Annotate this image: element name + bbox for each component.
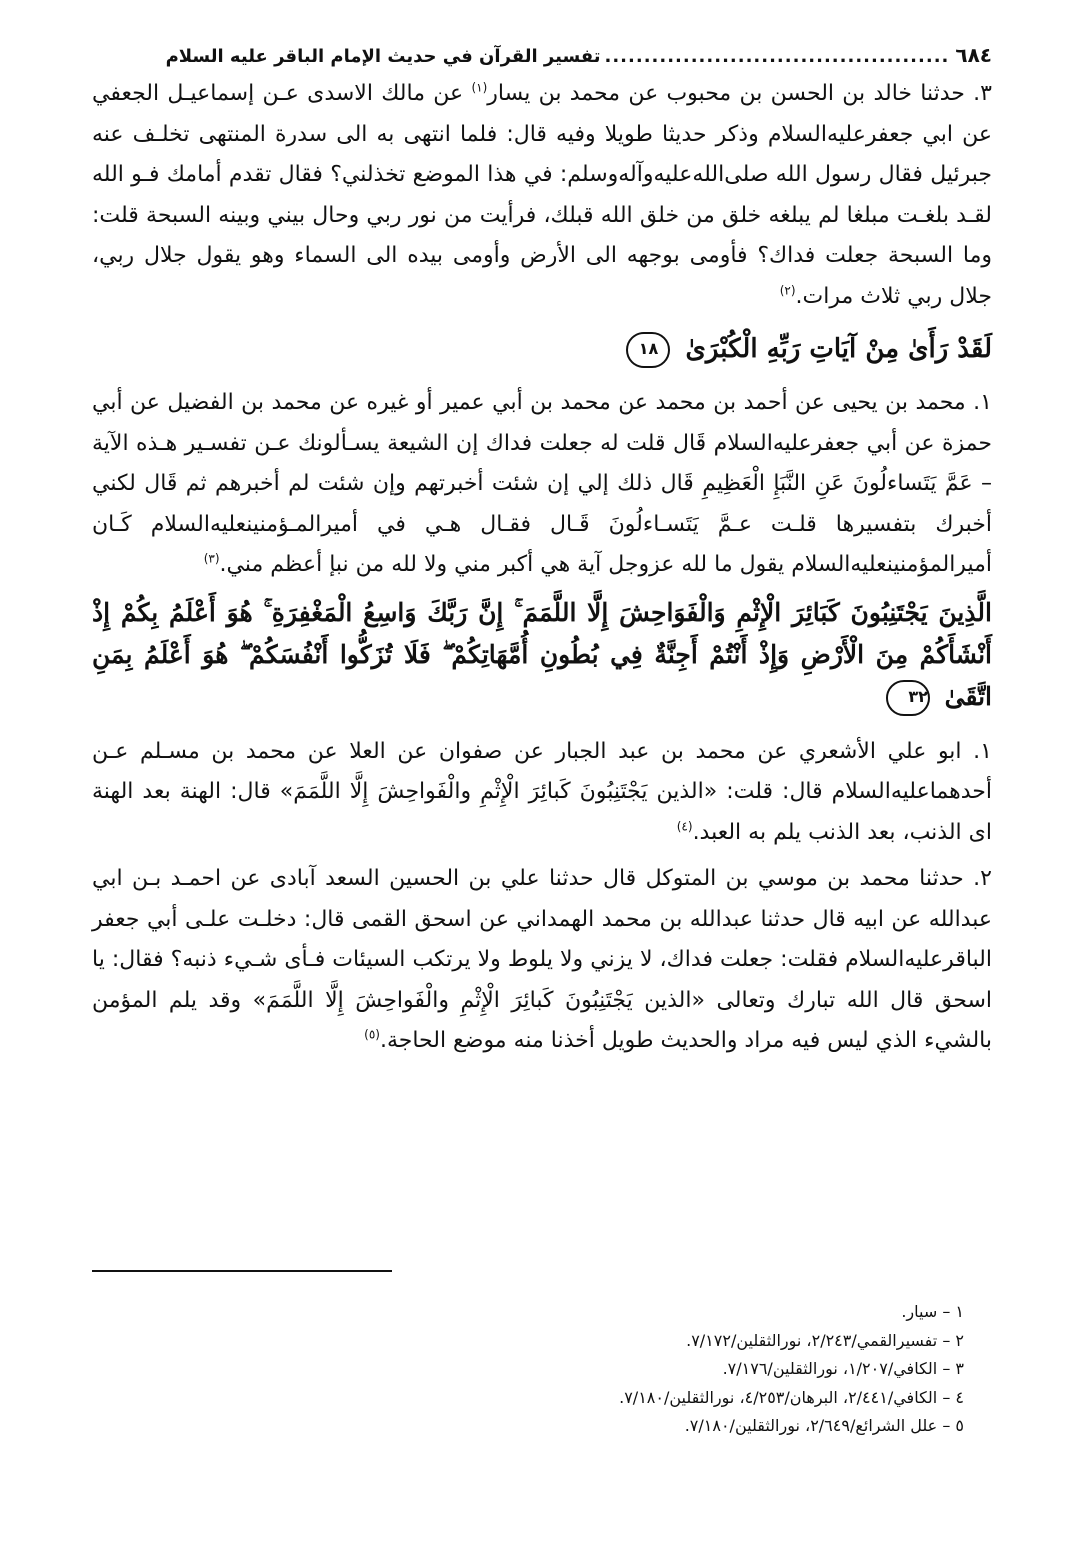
hadith-paragraph-1	[92, 383, 992, 586]
footnote-ref-4[interactable]: (٤)	[676, 819, 693, 834]
footnote-4: ٤ – الكافي/٢/٤٤١، البرهان/٤/٢٥٣، نورالثقلين/٧/١٨٠.	[619, 1387, 964, 1407]
verse-text: الَّذِينَ يَجْتَنِبُونَ كَبَائِرَ الْإِثْمِ وَالْفَوَاحِشَ إِلَّا اللَّمَمَ ۚ إِنَّ رَبَّكَ وَاسِعُ الْمَغْفِرَةِ ۚ هُوَ أَعْلَمُ بِكُمْ إِذْ أَنْشَأَكُمْ مِنَ الْأَرْضِ وَإِذْ أَنْتُمْ أَجِنَّةٌ فِي بُطُونِ أُمَّهَاتِكُمْ ۖ فَلَا تُزَكُّوا أَنْفُسَكُمْ ۖ هُوَ أَعْلَمُ بِمَنِ اتَّقَىٰ	[92, 597, 992, 711]
ayah-number-badge: ٣٢	[886, 680, 930, 716]
page-number: ٦٨٤	[955, 43, 992, 67]
footnote-3: ٣ – الكافي/١/٢٠٧، نورالثقلين/٧/١٧٦.	[722, 1359, 964, 1378]
running-header	[92, 40, 992, 74]
footnote-2: ٢ – تفسيرالقمي/٢/٢٤٣، نورالثقلين/٧/١٧٢.	[686, 1330, 964, 1350]
quran-verse-18	[92, 329, 992, 369]
hadith-text-part-b: عن مالك الاسدى عـن إسماعيـل الجعفي عن ابي جعفرعليه‌السلام وذكر حديثا طويلا وفيه قال: فلما انتهى به الى سدرة المنتهى تخلـف عنه جبرئيل فقال رسول الله صلى‌الله‌عليه‌وآله‌وسلم: في هذا الموضع تخذلني؟ فقال تقدم أمامك فـو الله لقـد بلغـت مبلغا لم يبلغه خلق من خلق الله قبلك، فرأيت من نور ربي وحال بيني وبينه السبحة قلت: وما السبحة جعلت فداك؟ فأومى بوجهه الى الأرض وأومى بيده الى السماء وهو يقول جلال ربي، جلال ربي ثلاث مرات.	[92, 81, 992, 309]
footnotes	[92, 1298, 964, 1441]
running-title: تفسير القرآن في حديث الإمام الباقر عليه السلام	[165, 46, 601, 67]
hadith-text: ١. محمد بن يحيى عن أحمد بن محمد عن محمد بن أبي عمير أو غيره عن محمد بن الفضيل عن أبي حمزة عن أبي جعفرعليه‌السلام قَال قلت له جعلت فداك إن الشيعة يسـألونك عـن تفسـير هـذه الآية – عَمَّ يَتَساءلُونَ عَنِ النَّبَإِ الْعَظِيمِ قَال ذلك إلي إن شئت أخبرتهم وإن شئت لم أخبرهم ثم قَال لكني أخبرك بتفسيرها قلـت عـمَّ يَتَسـاءلُونَ قَـال فقـال هـي في أميرالمـؤمنينعليه‌السلام كَـان أميرالمؤمنينعليه‌السلام يقول ما لله عزوجل آية هي أكبر مني ولا لله من نبإ أعظم مني.	[92, 390, 992, 577]
hadith-paragraph-1	[92, 732, 992, 854]
quran-verse-32	[92, 592, 992, 718]
header-dot-leader: ............................................	[604, 46, 950, 67]
page-body	[92, 40, 992, 1062]
footnote-ref-5[interactable]: (٥)	[364, 1027, 380, 1042]
hadith-text-part-a: ٣. حدثنا خالد بن الحسن بن محبوب عن محمد بن يسار	[487, 81, 992, 106]
footnote-ref-2[interactable]: (٢)	[779, 283, 796, 298]
footnote-ref-1[interactable]: (١)	[471, 80, 488, 95]
hadith-paragraph-3	[92, 74, 992, 317]
footnote-separator	[92, 1270, 392, 1272]
footnote-5: ٥ – علل الشرائع/٢/٦٤٩، نورالثقلين/٧/١٨٠.	[684, 1416, 964, 1435]
hadith-paragraph-2	[92, 859, 992, 1062]
footnote-ref-3[interactable]: (٣)	[203, 551, 220, 566]
verse-text: لَقَدْ رَأَىٰ مِنْ آيَاتِ رَبِّهِ الْكُبْرَىٰ	[685, 334, 992, 364]
ayah-number-badge: ١٨	[626, 332, 670, 368]
hadith-text: ٢. حدثنا محمد بن موسي بن المتوكل قال حدثنا علي بن الحسين السعد آبادى عن احمـد بـن ابي عبدالله عن ابيه قال حدثنا عبدالله بن محمد الهمداني عن اسحق القمى قال: دخلـت علـى أبي جعفر الباقرعليه‌السلام فقلت: جعلت فداك، لا يزني ولا يلوط ولا يرتكب السيئات فـأى شـيء ذنبه؟ فقال: يا اسحق قال الله تبارك وتعالى «الذين يَجْتَنِبُونَ كَبائِرَ الْإِثْمِ والْفَواحِشَ إِلَّا اللَّمَمَ» وقد يلم المؤمن بالشيء الذي ليس فيه مراد والحديث طويل أخذنا منه موضع الحاجة.	[92, 866, 992, 1053]
footnote-1: ١ – سيار.	[901, 1302, 964, 1321]
hadith-text: ١. ابو علي الأشعري عن محمد بن عبد الجبار عن صفوان عن العلا عن محمد بن مسـلم عـن أحدهماعليه‌السلام قال: قلت: «الذين يَجْتَنِبُونَ كَبائِرَ الْإِثْمِ والْفَواحِشَ إِلَّا اللَّمَمَ» قال: الهنة بعد الهنة اى الذنب، بعد الذنب يلم به العبد.	[92, 738, 992, 845]
